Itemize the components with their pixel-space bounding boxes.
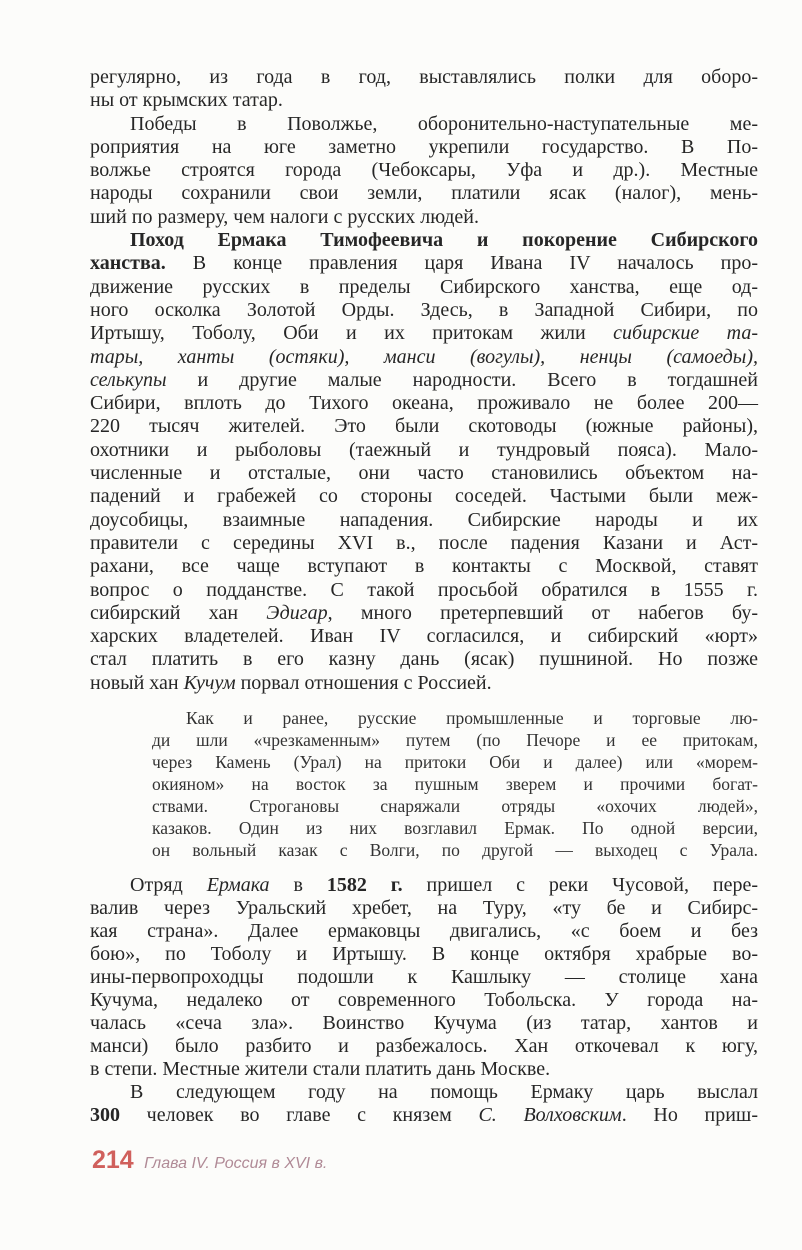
italic-term: Эдигар (266, 601, 328, 624)
text-line (152, 751, 758, 773)
text-run: , много претерпевший от набегов бу- (327, 601, 758, 624)
text-run: он вольный казак с Волги, по другой — выходец с Урала. (152, 840, 758, 860)
text-line (90, 1012, 758, 1035)
text-run: пришел с реки Чусовой, пере- (402, 874, 758, 896)
text-line (90, 66, 758, 89)
text-line (152, 817, 758, 839)
text-line (90, 415, 758, 438)
text-run: Отряд (130, 874, 207, 896)
text-run: и другие малые народности. Всего в тогдашней (166, 368, 758, 391)
text-run: рахани, все чаще вступают в контакты с Москвой, ставят (90, 555, 758, 578)
text-line (90, 989, 758, 1012)
text-run: Иртышу, Тоболу, Оби и их притокам жили (90, 322, 614, 345)
page-number: 214 (92, 1146, 134, 1174)
text-line (90, 206, 758, 229)
text-line (90, 113, 758, 136)
text-line (90, 276, 758, 299)
text-line (90, 555, 758, 578)
text-run: численные и отсталые, они часто становились объектом на- (90, 462, 758, 485)
text-line (90, 602, 758, 625)
text-run: волжье строятся города (Чебоксары, Уфа и др.). Местные (90, 159, 758, 182)
text-line (90, 532, 758, 555)
text-line (90, 89, 758, 112)
italic-term: С. Волховским (478, 1104, 622, 1126)
text-line (90, 509, 758, 532)
text-line (90, 579, 758, 602)
italic-term: Кучум (183, 671, 236, 694)
text-run: в (269, 874, 327, 896)
bold-term: ханства. (90, 252, 166, 275)
text-line (90, 439, 758, 462)
text-run: падений и грабежей со стороны соседей. Частыми были меж- (90, 485, 758, 508)
text-run: в степи. Местные жители стали платить дань Москве. (90, 1058, 551, 1080)
text-run: Как и ранее, русские промышленные и торговые лю- (186, 708, 758, 728)
text-run: человек во главе с князем (120, 1104, 479, 1126)
text-line (152, 839, 758, 861)
text-run: через Камень (Урал) на притоки Оби и далее) или «морем- (152, 752, 758, 772)
text-run: правители с середины XVI в., после падения Казани и Аст- (90, 531, 758, 554)
text-line (90, 1058, 758, 1081)
text-line (90, 943, 758, 966)
text-run: новый хан (90, 671, 184, 694)
text-run: валив через Уральский хребет, на Туру, «ту бе и Сибирс- (90, 897, 758, 919)
text-run: Победы в Поволжье, оборонительно-наступательные ме- (130, 112, 758, 135)
text-line (90, 182, 758, 205)
text-run: движение русских в пределы Сибирского ханства, еще од- (90, 275, 758, 298)
page-footer (92, 1146, 327, 1175)
text-line (90, 462, 758, 485)
text-line (90, 874, 758, 897)
text-run: стал платить в его казну дань (ясак) пушниной. Но позже (90, 648, 758, 671)
text-run: ди шли «чрезкаменным» путем (по Печоре и ее притокам, (152, 730, 758, 750)
text-run: сибирский хан (90, 601, 267, 624)
text-line (90, 1081, 758, 1104)
small-print-insert (152, 707, 758, 861)
text-line (90, 897, 758, 920)
text-line (90, 252, 758, 275)
bold-term: 1582 г. (326, 874, 403, 896)
bold-term: 300 (90, 1104, 120, 1126)
italic-term: сибирские та- (613, 322, 758, 345)
text-run: ины-первопроходцы подошли к Кашлыку — столице хана (90, 966, 758, 988)
running-head: Глава IV. Россия в XVI в. (144, 1155, 328, 1172)
text-run: В конце правления царя Ивана IV началось про- (165, 252, 758, 275)
text-run: 220 тысяч жителей. Это были скотоводы (южные районы), (90, 415, 758, 438)
text-run: порвал отношения с Россией. (235, 671, 492, 694)
text-line (90, 159, 758, 182)
text-run: охотники и рыболовы (таежный и тундровый пояса). Мало- (90, 438, 758, 461)
text-line (90, 392, 758, 415)
italic-term: Ермака (206, 874, 270, 896)
text-run: Сибири, вплоть до Тихого океана, проживало не более 200— (90, 392, 758, 415)
text-line (90, 346, 758, 369)
text-line (152, 773, 758, 795)
text-line (90, 369, 758, 392)
bold-term: Поход Ермака Тимофеевича и покорение Сибирского (130, 229, 758, 252)
text-run: чалась «сеча зла». Воинство Кучума (из татар, хантов и (90, 1012, 758, 1034)
text-run: ствами. Строгановы снаряжали отряды «охочих людей», (152, 796, 758, 816)
text-line (90, 625, 758, 648)
main-text-lower (90, 874, 758, 1127)
text-line (90, 229, 758, 252)
text-run: бою», по Тоболу и Иртышу. В конце октября храбрые во- (90, 943, 758, 965)
text-run: ного осколка Золотой Орды. Здесь, в Западной Сибири, по (90, 298, 758, 321)
text-run: вопрос о подданстве. С такой просьбой обратился в 1555 г. (90, 578, 758, 601)
text-line (90, 485, 758, 508)
text-run: ший по размеру, чем налоги с русских людей. (90, 205, 479, 228)
text-run: Кучума, недалеко от современного Тобольска. У города на- (90, 989, 758, 1011)
text-run: роприятия на юге заметно укрепили государство. В По- (90, 135, 758, 158)
text-line (90, 672, 758, 695)
text-line (90, 299, 758, 322)
text-run: доусобицы, взаимные нападения. Сибирские народы и их (90, 508, 758, 531)
text-line (152, 729, 758, 751)
text-line (90, 1104, 758, 1127)
text-line (90, 136, 758, 159)
text-run: В следующем году на помощь Ермаку царь выслал (130, 1081, 758, 1103)
text-run: казаков. Один из них возглавил Ермак. По одной версии, (152, 818, 758, 838)
text-run: манси) было разбито и разбежалось. Хан откочевал к югу, (90, 1035, 758, 1057)
text-run: народы сохранили свои земли, платили ясак (налог), мень- (90, 182, 758, 205)
text-line (90, 322, 758, 345)
text-run: харских владетелей. Иван IV согласился, и сибирский «юрт» (90, 625, 758, 648)
italic-term: селькупы (90, 368, 167, 391)
main-text-upper (90, 66, 758, 695)
italic-term: тары, ханты (остяки), манси (вогулы), ненцы (самоеды), (90, 345, 758, 368)
text-line (90, 648, 758, 671)
text-run: кая страна». Далее ермаковцы двигались, «с боем и без (90, 920, 758, 942)
text-line (90, 920, 758, 943)
text-run: . Но приш- (621, 1104, 758, 1126)
text-line (152, 707, 758, 729)
text-run: ны от крымских татар. (90, 89, 283, 112)
text-run: окияном» на восток за пушным зверем и прочими богат- (152, 774, 758, 794)
text-run: регулярно, из года в год, выставлялись полки для оборо- (90, 66, 758, 88)
text-line (152, 795, 758, 817)
text-line (90, 1035, 758, 1058)
text-line (90, 966, 758, 989)
